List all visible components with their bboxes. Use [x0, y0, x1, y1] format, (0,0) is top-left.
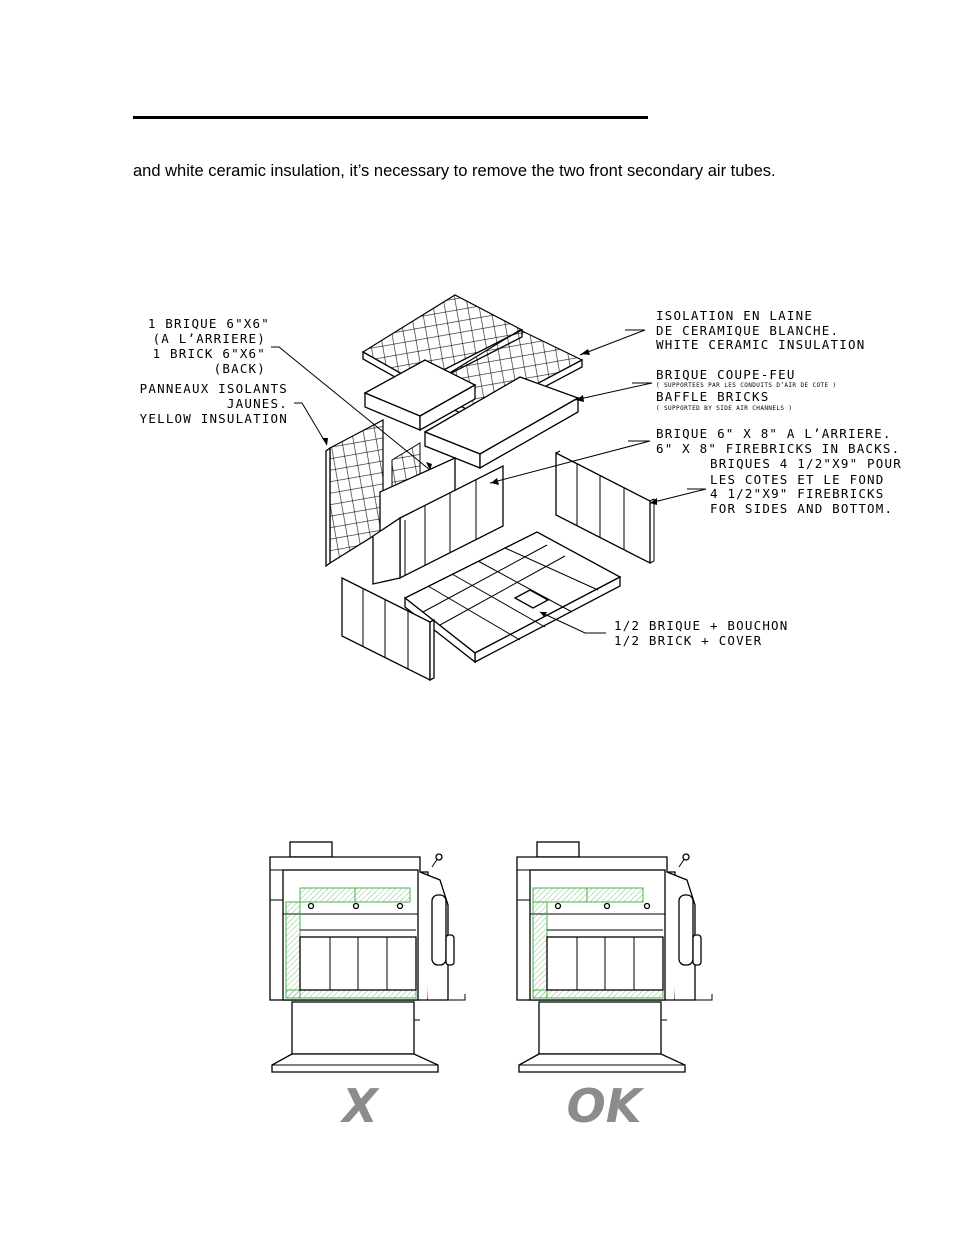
- svg-text:BRIQUE COUPE-FEU: BRIQUE COUPE-FEU: [656, 367, 796, 382]
- label-baffle-bricks: [656, 367, 837, 412]
- exploded-view: [140, 295, 902, 680]
- svg-text:1/2 BRIQUE + BOUCHON: 1/2 BRIQUE + BOUCHON: [614, 618, 789, 633]
- label-ceramic-insulation: [656, 308, 865, 352]
- side-firebrick-row: [556, 451, 654, 563]
- svg-text:1 BRICK 6"X6": 1 BRICK 6"X6": [152, 346, 266, 361]
- svg-text:BRIQUES 4 1/2"X9" POUR: BRIQUES 4 1/2"X9" POUR: [710, 456, 902, 471]
- label-half-brick: [614, 618, 789, 648]
- svg-text:BAFFLE BRICKS: BAFFLE BRICKS: [656, 389, 770, 404]
- incorrect-mark: X: [342, 1079, 378, 1133]
- svg-text:JAUNES.: JAUNES.: [226, 396, 288, 411]
- label-yellow-insulation: [140, 381, 288, 426]
- svg-text:BRIQUE 6" X 8" A L’ARRIERE.: BRIQUE 6" X 8" A L’ARRIERE.: [656, 426, 892, 441]
- svg-text:4 1/2"X9" FIREBRICKS: 4 1/2"X9" FIREBRICKS: [710, 486, 885, 501]
- svg-text:WHITE CERAMIC INSULATION: WHITE CERAMIC INSULATION: [656, 337, 866, 352]
- svg-text:1/2 BRICK + COVER: 1/2 BRICK + COVER: [614, 633, 763, 648]
- svg-text:ISOLATION EN LAINE: ISOLATION EN LAINE: [656, 308, 814, 323]
- svg-text:FOR SIDES AND BOTTOM.: FOR SIDES AND BOTTOM.: [710, 501, 894, 516]
- stove-section-correct: [517, 842, 712, 1133]
- svg-text:6" X 8" FIREBRICKS IN BACKS.: 6" X 8" FIREBRICKS IN BACKS.: [656, 441, 901, 456]
- stove-section-incorrect: [270, 842, 465, 1133]
- label-back-brick: [148, 316, 270, 376]
- svg-text:( SUPPORTED BY SIDE AIR CHANNE: ( SUPPORTED BY SIDE AIR CHANNELS ): [656, 405, 793, 412]
- svg-text:1 BRIQUE 6"X6": 1 BRIQUE 6"X6": [147, 316, 270, 331]
- svg-text:(BACK): (BACK): [213, 361, 266, 376]
- svg-text:LES COTES ET LE FOND: LES COTES ET LE FOND: [710, 472, 885, 487]
- svg-text:PANNEAUX ISOLANTS: PANNEAUX ISOLANTS: [139, 381, 288, 396]
- svg-text:YELLOW INSULATION: YELLOW INSULATION: [139, 411, 288, 426]
- correct-mark: OK: [566, 1079, 642, 1133]
- intro-paragraph: and white ceramic insulation, it’s necessary to remove the two front secondary air tubes.: [133, 162, 776, 180]
- svg-text:( SUPPORTEES PAR LES CONDUITS: ( SUPPORTEES PAR LES CONDUITS D’AIR DE COTE ): [656, 382, 837, 389]
- svg-text:(A L’ARRIERE): (A L’ARRIERE): [152, 331, 266, 346]
- label-firebricks: [656, 426, 902, 516]
- svg-text:DE CERAMIQUE BLANCHE.: DE CERAMIQUE BLANCHE.: [656, 323, 840, 338]
